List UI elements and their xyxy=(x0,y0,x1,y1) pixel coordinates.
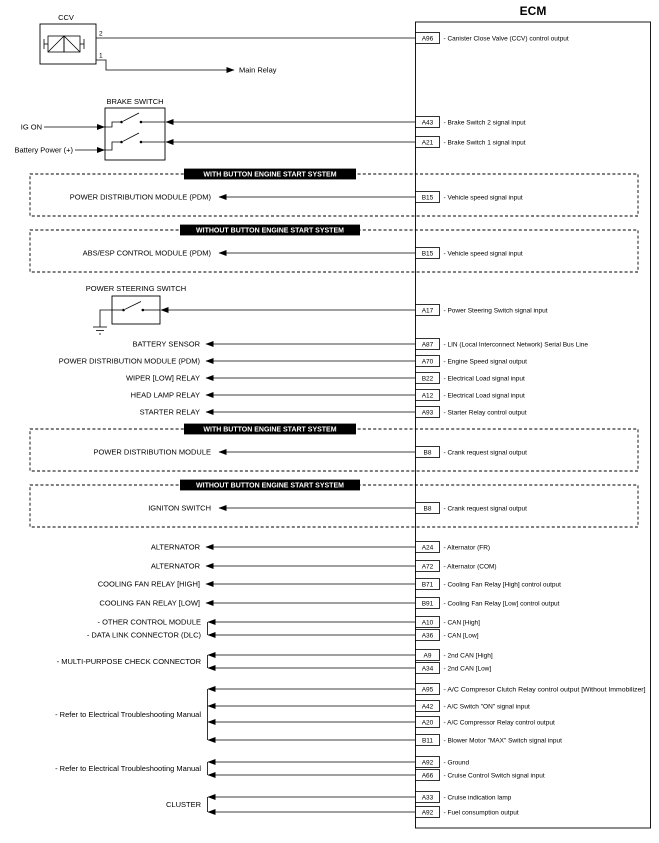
component-label: STARTER RELAY xyxy=(139,407,200,417)
ecm-pin-a33 xyxy=(416,792,512,803)
group-other-module-dlc xyxy=(87,618,208,640)
group-multipurpose-connector xyxy=(57,655,208,668)
component-label: POWER DISTRIBUTION MODULE (PDM) xyxy=(58,356,200,366)
pin-id: A87 xyxy=(421,341,434,349)
pin-desc: - Electrical Load signal input xyxy=(443,392,525,400)
pin-id: A42 xyxy=(421,703,434,711)
group-label: - Refer to Electrical Troubleshooting Manual xyxy=(55,710,201,719)
pin-desc: - Brake Switch 1 signal input xyxy=(443,139,526,147)
ecm-pin-a96 xyxy=(416,33,569,44)
ps-switch-contact xyxy=(142,309,145,312)
pin-id: A70 xyxy=(421,358,434,366)
pin-id: A21 xyxy=(421,139,434,147)
ecm-pin-a12 xyxy=(416,390,525,401)
pin-desc: - 2nd CAN [Low] xyxy=(443,665,492,673)
component-label: COOLING FAN RELAY [LOW] xyxy=(99,598,200,608)
component-label: WIPER [LOW] RELAY xyxy=(125,373,200,383)
ecm-pin-a43 xyxy=(416,117,526,128)
pin-desc: - Fuel consumption output xyxy=(443,809,519,817)
switch2-blade xyxy=(123,133,139,141)
pin-desc: - Cooling Fan Relay [High] control output xyxy=(443,581,561,589)
ecm-pin-b91 xyxy=(416,598,560,609)
pin-id: A72 xyxy=(421,563,434,571)
power-steering-label: POWER STEERING SWITCH xyxy=(85,284,187,293)
group-label: - MULTI-PURPOSE CHECK CONNECTOR xyxy=(56,657,201,666)
pin-desc: - Cooling Fan Relay [Low] control output xyxy=(443,600,560,608)
pin-id: B8 xyxy=(423,505,432,513)
battery-power-label: Battery Power (+) xyxy=(14,145,73,155)
pin-id: B15 xyxy=(421,194,434,202)
ecm-pin-a70 xyxy=(416,356,528,367)
pin-desc: - Blower Motor "MAX" Switch signal input xyxy=(443,737,562,745)
ecm-pin-b15-1 xyxy=(416,192,523,203)
pin-id: B71 xyxy=(421,581,434,589)
pin-desc: - Alternator (FR) xyxy=(443,544,491,552)
ecm-pin-a87 xyxy=(416,339,589,350)
switch-contact-icon xyxy=(112,302,160,312)
component-label: ALTERNATOR xyxy=(150,542,200,552)
pin-id: A96 xyxy=(421,35,434,43)
ecm-pin-a20 xyxy=(416,717,555,728)
pin-id: A92 xyxy=(421,759,434,767)
pin-id: B22 xyxy=(421,375,434,383)
ig-on-label: IG ON xyxy=(20,122,42,132)
component-label: POWER DISTRIBUTION MODULE xyxy=(93,447,211,457)
header-label: WITHOUT BUTTON ENGINE START SYSTEM xyxy=(196,482,344,490)
left-component-labels xyxy=(59,340,201,608)
brake-switch-circuit xyxy=(14,97,165,160)
pin-desc: - LIN (Local Interconnect Network) Serial Bus Line xyxy=(443,341,589,349)
ecm-pin-a92-1 xyxy=(416,757,470,768)
pin-desc: - Canister Close Valve (CCV) control output xyxy=(443,35,569,43)
group-refer-manual-1 xyxy=(55,689,207,740)
ecm-pins xyxy=(416,33,646,818)
pin-id: A20 xyxy=(421,719,434,727)
start-system-block-2 xyxy=(30,225,638,272)
pin-id: A43 xyxy=(421,119,434,127)
ecm-title: ECM xyxy=(519,4,547,18)
ecm-pin-b8-1 xyxy=(416,447,528,458)
group-cluster xyxy=(166,797,208,812)
component-label: BATTERY SENSOR xyxy=(132,339,200,349)
pin-desc: - A/C Switch "ON" signal input xyxy=(443,703,530,711)
pin-desc: - CAN [Low] xyxy=(443,632,479,640)
wire-main-relay xyxy=(96,60,234,70)
ecm-pin-a92-2 xyxy=(416,807,519,818)
component-label: POWER DISTRIBUTION MODULE (PDM) xyxy=(69,192,211,202)
pin-desc: - Crank request signal output xyxy=(443,505,527,513)
switch1-contact xyxy=(120,121,123,124)
switch2-feed xyxy=(105,142,120,150)
group-label: - DATA LINK CONNECTOR (DLC) xyxy=(86,630,201,640)
switch2-contact xyxy=(120,141,123,144)
pin-desc: - Electrical Load signal input xyxy=(443,375,525,383)
ecm-pin-a24 xyxy=(416,542,491,553)
header-label: WITHOUT BUTTON ENGINE START SYSTEM xyxy=(196,227,344,235)
pin-id: A93 xyxy=(421,409,434,417)
group-refer-manual-2 xyxy=(55,762,207,775)
pin-desc: - CAN [High] xyxy=(443,619,480,627)
pin-desc: - A/C Compresor Clutch Relay control output [Without Immobilizer] xyxy=(443,686,646,694)
pin-desc: - 2nd CAN [High] xyxy=(443,652,493,660)
ecm-pin-a21 xyxy=(416,137,526,148)
pin-id: A34 xyxy=(421,665,434,673)
pin-desc: - Power Steering Switch signal input xyxy=(443,307,548,315)
ecm-pin-a93 xyxy=(416,407,527,418)
pin-id: B11 xyxy=(421,737,434,745)
power-steering-circuit xyxy=(86,284,186,334)
start-system-block-1 xyxy=(30,169,638,216)
ps-switch-contact xyxy=(122,309,125,312)
ecm-pin-b8-2 xyxy=(416,503,528,514)
ground-icon xyxy=(93,327,107,334)
ecm-pin-a17 xyxy=(416,305,548,316)
pin-id: A66 xyxy=(421,772,434,780)
component-label: ALTERNATOR xyxy=(150,561,200,571)
brake-switch-box xyxy=(105,108,165,160)
ps-switch-blade xyxy=(125,302,141,310)
switch-contact-icon xyxy=(105,133,165,150)
pin-id: B15 xyxy=(421,250,434,258)
solenoid-valve-icon xyxy=(44,36,84,52)
group-label: - Refer to Electrical Troubleshooting Manual xyxy=(55,764,201,773)
ccv-pin-2-label: 2 xyxy=(99,30,103,38)
pin-id: A12 xyxy=(421,392,434,400)
pin-desc: - Cruise indication lamp xyxy=(443,794,512,802)
pin-id: A10 xyxy=(421,619,434,627)
header-label: WITH BUTTON ENGINE START SYSTEM xyxy=(203,171,337,179)
group-label: - OTHER CONTROL MODULE xyxy=(97,617,201,627)
switch-contact-icon xyxy=(105,113,165,127)
pin-id: A95 xyxy=(421,686,434,694)
pin-desc: - A/C Compressor Relay control output xyxy=(443,719,555,727)
ecm-pin-a42 xyxy=(416,701,530,712)
ecm-pin-b71 xyxy=(416,579,562,590)
pin-desc: - Engine Speed signal output xyxy=(443,358,527,366)
pin-desc: - Starter Relay control output xyxy=(443,409,527,417)
switch1-blade xyxy=(123,113,139,121)
valve-flow-line xyxy=(64,36,80,52)
component-label: COOLING FAN RELAY [HIGH] xyxy=(97,579,200,589)
ccv-pin-1-label: 1 xyxy=(99,52,103,60)
ecm-pin-a34 xyxy=(416,663,492,674)
ecm-pin-a72 xyxy=(416,561,497,572)
start-system-block-4 xyxy=(30,480,638,527)
start-system-block-3 xyxy=(30,424,638,471)
pin-id: B91 xyxy=(421,600,434,608)
pin-desc: - Cruise Control Switch signal input xyxy=(443,772,545,780)
ccv-circuit xyxy=(40,13,277,75)
component-label: HEAD LAMP RELAY xyxy=(130,390,200,400)
ecm-pin-a66 xyxy=(416,770,545,781)
pin-id: A9 xyxy=(423,652,432,660)
pin-desc: - Ground xyxy=(443,759,470,767)
pin-id: A24 xyxy=(421,544,434,552)
ecm-pin-a36 xyxy=(416,630,479,641)
ecm-pin-a9 xyxy=(416,650,493,661)
brake-switch-label: BRAKE SWITCH xyxy=(106,97,164,106)
component-label: ABS/ESP CONTROL MODULE (PDM) xyxy=(82,248,211,258)
switch2-contact xyxy=(140,141,143,144)
ecm-pin-a95 xyxy=(416,684,646,695)
ecm-pin-b15-2 xyxy=(416,248,523,259)
ccv-box xyxy=(40,24,96,64)
pin-id: A92 xyxy=(421,809,434,817)
header-label: WITH BUTTON ENGINE START SYSTEM xyxy=(203,426,337,434)
component-label: IGNITON SWITCH xyxy=(148,503,211,513)
ground-lead xyxy=(100,310,112,327)
pin-id: A17 xyxy=(421,307,434,315)
switch1-feed xyxy=(105,122,120,127)
switch1-contact xyxy=(140,121,143,124)
main-relay-label: Main Relay xyxy=(239,65,277,75)
dashed-border xyxy=(30,485,638,527)
pin-desc: - Vehicle speed signal input xyxy=(443,194,523,202)
ccv-label: CCV xyxy=(58,13,74,22)
ecm-pin-b22 xyxy=(416,373,525,384)
pin-desc: - Vehicle speed signal input xyxy=(443,250,523,258)
ecm-pin-b11 xyxy=(416,735,563,746)
pin-id: A36 xyxy=(421,632,434,640)
ecm-pin-a10 xyxy=(416,617,481,628)
pin-id: A33 xyxy=(421,794,434,802)
pin-desc: - Brake Switch 2 signal input xyxy=(443,119,526,127)
pin-desc: - Alternator (COM) xyxy=(443,563,497,571)
pin-desc: - Crank request signal output xyxy=(443,449,527,457)
valve-flow-line xyxy=(48,36,64,52)
group-label: CLUSTER xyxy=(165,800,201,809)
pin-id: B8 xyxy=(423,449,432,457)
